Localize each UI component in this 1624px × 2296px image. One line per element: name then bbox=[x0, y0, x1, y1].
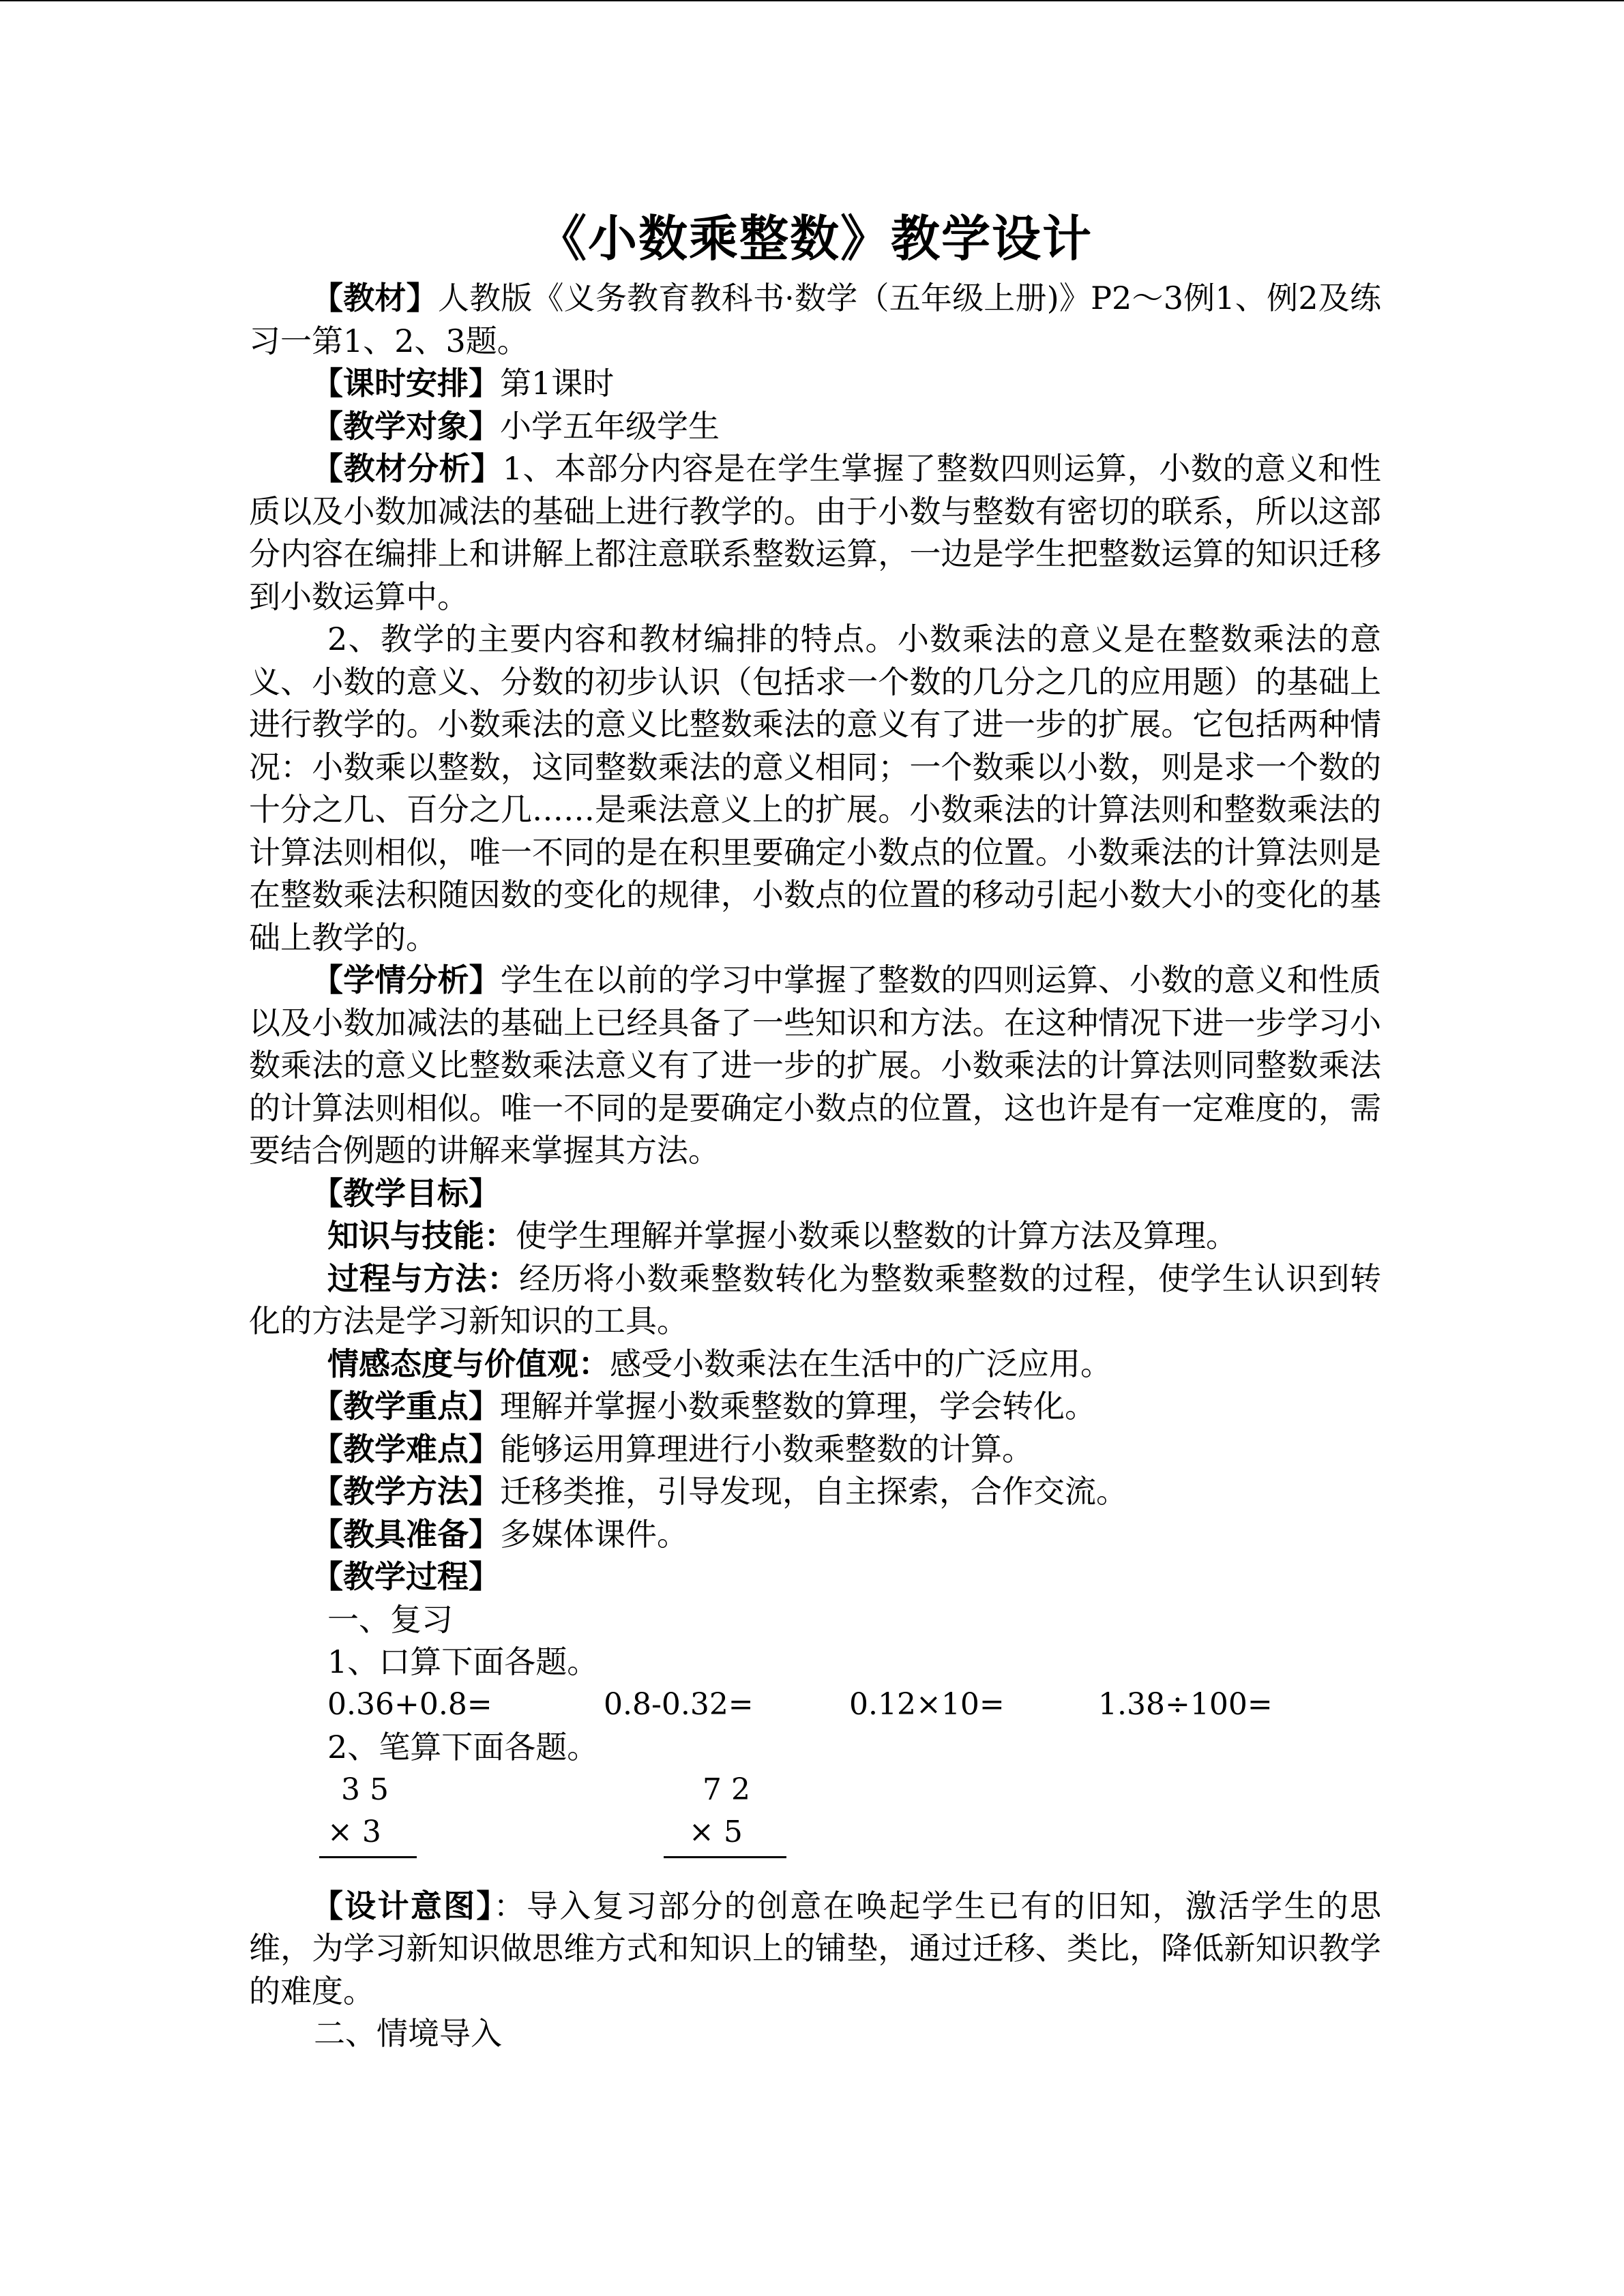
design-intent-label: 【设计意图】 bbox=[312, 1887, 494, 1924]
oral-expression: 0.8-0.32= bbox=[604, 1686, 754, 1722]
textbook-text: 人教版《义务教育教科书·数学（五年级上册)》P2～3例1、例2及练习一第1、2、3题。 bbox=[249, 280, 1382, 359]
teaching-object-label: 【教学对象】 bbox=[312, 407, 500, 445]
lesson-arrangement-paragraph bbox=[249, 362, 1381, 405]
process-method-label: 过程与方法： bbox=[327, 1259, 520, 1297]
process-method-text: 经历将小数乘整数转化为整数乘整数的过程，使学生认识到转化的方法是学习新知识的工具。 bbox=[249, 1259, 1381, 1339]
method-label: 【教学方法】 bbox=[312, 1473, 500, 1510]
design-intent-text: ：导入复习部分的创意在唤起学生已有的旧知，激活学生的思维，为学习新知识做思维方式和知识上的铺垫，通过迁移、类比，降低新知识教学的难度。 bbox=[249, 1887, 1381, 2010]
material-analysis-paragraph-2: 2、教学的主要内容和教材编排的特点。小数乘法的意义是在整数乘法的意义、小数的意义、分数的初步认识（包括求一个数的几分之几的应用题）的基础上进行教学的。小数乘法的意义比整数乘法的意义有了进一步的扩展。它包括两种情况：小数乘以整数，这同整数乘法的意义相同；一个数乘以小数，则是求一个数的十分之几、百分之几……是乘法意义上的扩展。小数乘法的计算法则和整数乘法的计算法则相似，唯一不同的是在积里要确定小数点的位置。小数乘法的计算法则是在整数乘法积随因数的变化的规律，小数点的位置的移动引起小数大小的变化的基础上教学的。 bbox=[249, 621, 1381, 956]
section-review-heading: 一、复习 bbox=[327, 1600, 453, 1638]
learning-analysis-label: 【学情分析】 bbox=[312, 961, 501, 998]
learning-analysis-paragraph bbox=[249, 959, 1381, 1172]
lesson-arrangement-text: 第1课时 bbox=[500, 365, 615, 402]
section-scenario-heading: 二、情境导入 bbox=[314, 2015, 502, 2052]
difficulty-paragraph bbox=[249, 1428, 1381, 1471]
material-analysis-label: 【教材分析】 bbox=[312, 450, 503, 487]
learning-analysis-text: 学生在以前的学习中掌握了整数的四则运算、小数的意义和性质以及小数加减法的基础上已经具备了一些知识和方法。在这种情况下进一步学习小数乘法的意义比整数乘法意义有了进一步的扩展。小数乘法的计算法则同整数乘法的计算法则相似。唯一不同的是要确定小数点的位置，这也许是有一定难度的，需要结合例题的讲解来掌握其方法。 bbox=[249, 961, 1382, 1169]
spacer bbox=[249, 1858, 1381, 1885]
objectives-label: 【教学目标】 bbox=[312, 1174, 500, 1212]
oral-expression: 1.38÷100= bbox=[1098, 1686, 1273, 1722]
knowledge-skill-text: 使学生理解并掌握小数乘以整数的计算方法及算理。 bbox=[516, 1217, 1237, 1254]
knowledge-skill-label: 知识与技能： bbox=[327, 1217, 516, 1254]
material-analysis-paragraph bbox=[249, 447, 1381, 618]
oral-expression: 0.12×10= bbox=[849, 1686, 1005, 1722]
vertical-calculations bbox=[249, 1769, 1381, 1858]
difficulty-label: 【教学难点】 bbox=[312, 1430, 500, 1467]
document-page bbox=[249, 205, 1381, 2055]
method-text: 迁移类推，引导发现，自主探索，合作交流。 bbox=[500, 1473, 1127, 1510]
difficulty-text: 能够运用算理进行小数乘整数的计算。 bbox=[500, 1430, 1033, 1467]
design-intent-paragraph bbox=[249, 1885, 1381, 2013]
teaching-object-text: 小学五年级学生 bbox=[500, 407, 720, 445]
page-title: 《小数乘整数》教学设计 bbox=[537, 210, 1093, 267]
material-analysis-text-1: 1、本部分内容是在学生掌握了整数四则运算，小数的意义和性质以及小数加减法的基础上进行教学的。由于小数与整数有密切的联系，所以这部分内容在编排上和讲解上都注意联系整数运算，一边是学生把整数运算的知识迁移到小数运算中。 bbox=[249, 450, 1381, 615]
tools-text: 多媒体课件。 bbox=[500, 1515, 688, 1553]
tools-label: 【教具准备】 bbox=[312, 1515, 500, 1553]
textbook-label: 【教材】 bbox=[312, 280, 438, 316]
key-point-label: 【教学重点】 bbox=[312, 1388, 500, 1425]
emotion-value-label: 情感态度与价值观： bbox=[327, 1345, 610, 1382]
process-heading bbox=[249, 1555, 1381, 1598]
vertical-underline bbox=[319, 1856, 417, 1858]
oral-expression: 0.36+0.8= bbox=[327, 1686, 492, 1722]
emotion-value-paragraph bbox=[249, 1343, 1381, 1386]
textbook-paragraph bbox=[249, 277, 1381, 362]
lesson-arrangement-label: 【课时安排】 bbox=[312, 365, 500, 402]
emotion-value-text: 感受小数乘法在生活中的广泛应用。 bbox=[610, 1345, 1112, 1382]
key-point-paragraph bbox=[249, 1385, 1381, 1428]
page-top-border bbox=[0, 0, 1624, 1]
key-point-text: 理解并掌握小数乘整数的算理，学会转化。 bbox=[500, 1388, 1096, 1425]
objectives-heading bbox=[249, 1172, 1381, 1215]
vertical-multiplier: × 3 bbox=[327, 1814, 381, 1849]
teaching-object-paragraph bbox=[249, 405, 1381, 448]
vertical-top-number: 7 2 bbox=[703, 1772, 750, 1807]
oral-arithmetic-row bbox=[249, 1684, 1381, 1727]
knowledge-skill-paragraph bbox=[249, 1214, 1381, 1257]
written-item-heading: 2、笔算下面各题。 bbox=[327, 1729, 599, 1765]
oral-item-heading: 1、口算下面各题。 bbox=[327, 1643, 599, 1680]
vertical-multiplier: × 5 bbox=[689, 1814, 743, 1849]
process-method-paragraph bbox=[249, 1257, 1381, 1343]
method-paragraph bbox=[249, 1470, 1381, 1513]
vertical-underline bbox=[664, 1856, 786, 1858]
process-label: 【教学过程】 bbox=[312, 1558, 500, 1595]
tools-paragraph bbox=[249, 1513, 1381, 1556]
vertical-top-number: 3 5 bbox=[341, 1772, 389, 1807]
